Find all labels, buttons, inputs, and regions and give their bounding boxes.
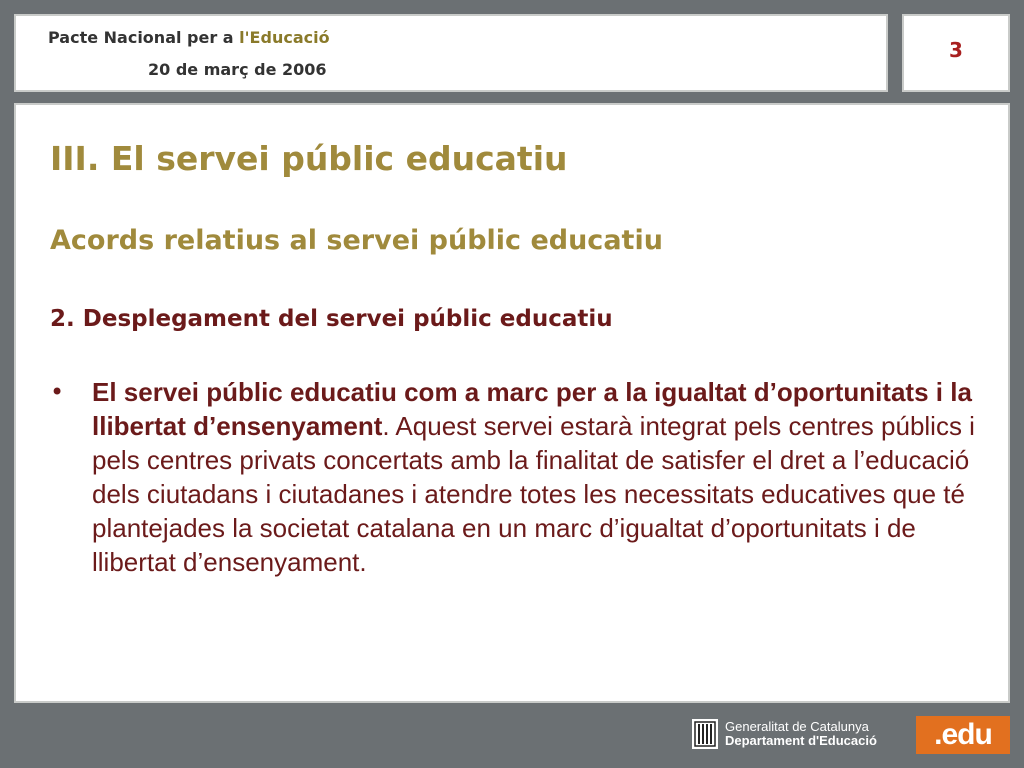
generalitat-line1: Generalitat de Catalunya (725, 719, 869, 734)
header-title-prefix: Pacte Nacional per a (48, 28, 240, 47)
bullet-normal-text: . Aquest servei estarà integrat pels centres públics i pels centres privats concertats amb la finalitat de satisfer el dret a l’educació dels ciutadans i ciutadanes i atendre totes les necessitats educatives que té plantejades la societat catalana en un marc d’igualtat d’oportunitats i de llibertat d’ensenyament. (92, 411, 975, 577)
edu-logo: .edu (916, 716, 1010, 754)
bullet-marker: • (50, 378, 65, 406)
header-title-accent: l'Educació (239, 28, 330, 47)
page-number-box (902, 14, 1010, 92)
header-box (14, 14, 888, 92)
header-title (48, 28, 330, 47)
header-date: 20 de març de 2006 (148, 60, 327, 79)
slide-subheading: Acords relatius al servei públic educatiu (50, 225, 663, 256)
section-title: 2. Desplegament del servei públic educatiu (50, 306, 613, 332)
generalitat-line2: Departament d'Educació (725, 733, 877, 748)
slide-heading: III. El servei públic educatiu (50, 139, 568, 178)
bullet-bold-text: El servei públic educatiu com a marc per a la igualtat d’oportunitats i la llibertat d’ensenyament (92, 377, 972, 441)
bullet-text (92, 375, 980, 579)
generalitat-text (725, 720, 877, 748)
page-number: 3 (949, 38, 963, 62)
generalitat-logo (692, 716, 877, 752)
generalitat-emblem-icon (692, 719, 718, 749)
bullet-item (50, 375, 980, 579)
slide-content (14, 103, 1010, 703)
